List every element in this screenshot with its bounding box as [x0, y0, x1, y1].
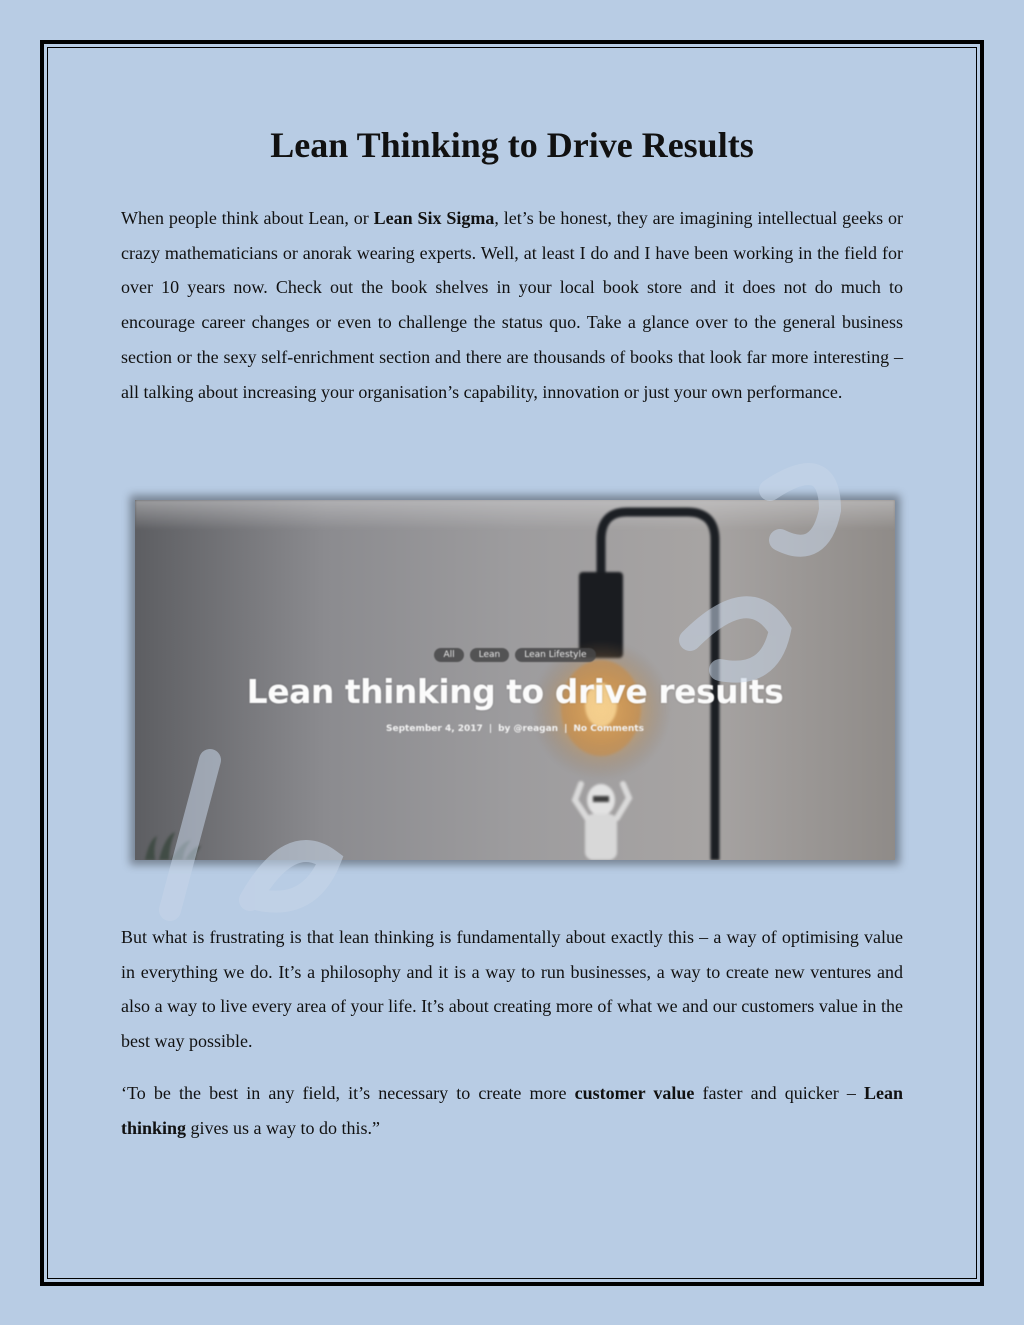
lean-six-sigma-bold: Lean Six Sigma	[373, 208, 495, 228]
quote-text-3: gives us a way to do this.”	[186, 1117, 381, 1138]
intro-text-2: , let’s be honest, they are imagining intellectual geeks or crazy mathematicians or anorak wearing experts. Well, at least I do and I have been working in the field for over 10 years now. Check out the book shelves in your local book store and it does not do much to encourage career changes or even to challenge the status quo. Take a glance over to the general business section or the sexy self-enrichment section and there are thousands of books that look far more interesting – all talking about increasing your organisation’s capability, innovation or just your own performance.	[121, 208, 903, 402]
intro-paragraph	[121, 201, 903, 409]
hero-tag-lean: Lean	[470, 648, 510, 662]
quote-paragraph	[121, 1076, 903, 1145]
quote-text-2: faster and quicker –	[694, 1083, 864, 1103]
hero-tag-all: All	[434, 648, 463, 662]
hero-date: September 4, 2017	[386, 724, 483, 734]
hero-separator: |	[488, 724, 493, 734]
hero-heading: Lean thinking to drive results	[246, 672, 784, 711]
hero-comments: No Comments	[573, 724, 644, 734]
hero-image	[135, 500, 895, 860]
page-title: Lean Thinking to Drive Results	[270, 125, 754, 165]
plant-silhouette	[145, 832, 201, 860]
figure-silhouette	[575, 784, 629, 860]
intro-text-1: When people think about Lean, or	[121, 208, 374, 228]
quote-text-1: ‘To be the best in any field, it’s necessary to create more	[121, 1083, 575, 1103]
body-paragraph: But what is frustrating is that lean thinking is fundamentally about exactly this – a way of optimising value in everything we do. It’s a philosophy and it is a way to run businesses, a way to create new ventures and also a way to live every area of your life. It’s about creating more of what we and our customers value in the best way possible.	[121, 927, 903, 1052]
lean-thinking-bold: Lean thinking	[121, 1083, 903, 1138]
hero-separator-2: |	[564, 724, 568, 734]
customer-value-bold: customer value	[574, 1083, 695, 1103]
hero-tag-list	[135, 648, 895, 662]
hero-author: by @reagan	[498, 724, 559, 734]
hero-tag-lean-lifestyle: Lean Lifestyle	[515, 648, 595, 662]
hero-meta	[135, 724, 895, 734]
